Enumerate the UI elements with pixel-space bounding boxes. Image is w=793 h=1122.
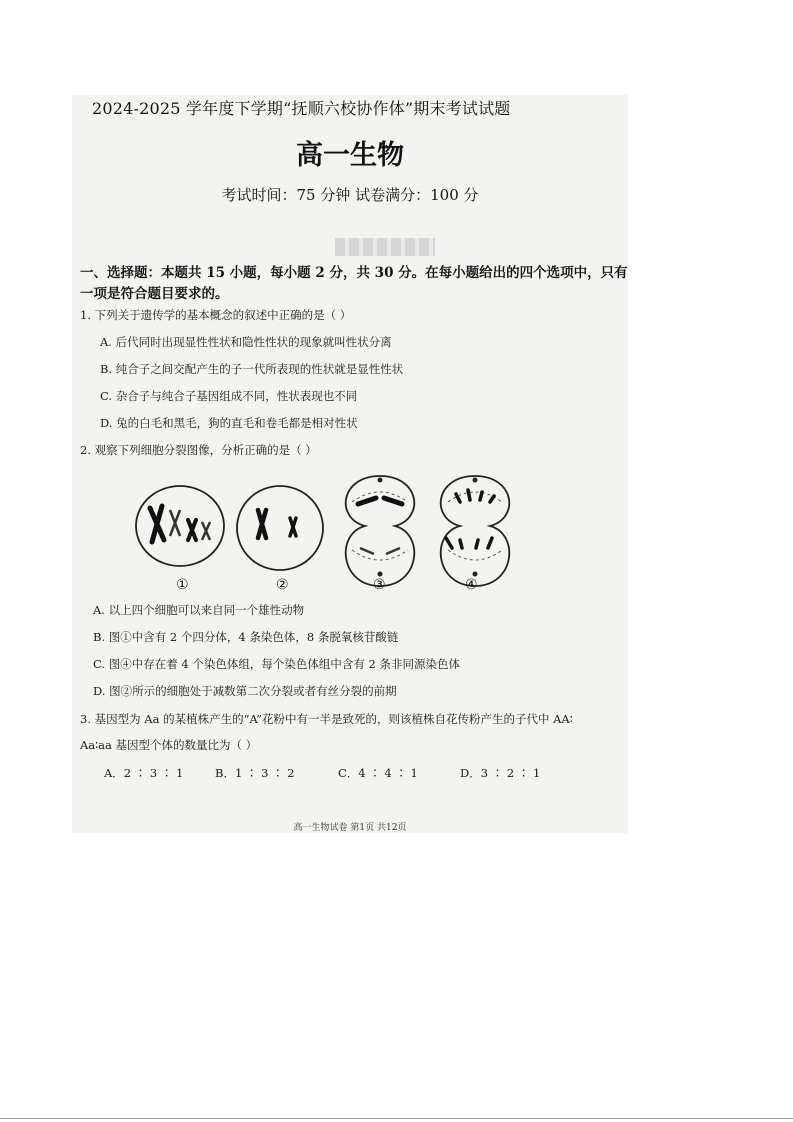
question-3-stem-line1: 3. 基因型为 Aa 的某植株产生的“A”花粉中有一半是致死的，则该植株自花传粉产生的子代中 AA∶ bbox=[80, 712, 573, 726]
question-1-option-a: A. 后代同时出现显性性状和隐性性状的现象就叫性状分离 bbox=[100, 335, 392, 349]
page-title: 高一生物 bbox=[296, 140, 404, 171]
section-heading-line2: 一项是符合题目要求的。 bbox=[80, 286, 229, 302]
question-1-stem: 1. 下列关于遗传学的基本概念的叙述中正确的是（ ） bbox=[80, 308, 352, 322]
exam-meta: 考试时间：75 分钟 试卷满分：100 分 bbox=[221, 186, 479, 204]
question-2-option-a: A. 以上四个细胞可以来自同一个雄性动物 bbox=[93, 603, 305, 617]
exam-header: 2024-2025 学年度下学期“抚顺六校协作体”期末考试试题 bbox=[92, 99, 511, 118]
figure-label-2: ② bbox=[276, 577, 289, 593]
cell-3-diagram bbox=[346, 476, 415, 586]
cell-1-diagram bbox=[136, 486, 224, 566]
question-3-stem-line2: Aa∶aa 基因型个体的数量比为（ ） bbox=[80, 738, 258, 752]
question-3-option-a: A．2 ∶ 3 ∶ 1 bbox=[104, 766, 184, 780]
bottom-divider bbox=[0, 1118, 793, 1119]
question-2-option-c: C. 图④中存在着 4 个染色体组，每个染色体组中含有 2 条非同源染色体 bbox=[93, 657, 460, 671]
redacted-area bbox=[335, 238, 435, 256]
question-2-option-d: D. 图②所示的细胞处于减数第二次分裂或者有丝分裂的前期 bbox=[93, 684, 397, 698]
question-3-option-b: B．1 ∶ 3 ∶ 2 bbox=[215, 766, 295, 780]
page-footer: 高一生物试卷 第1页 共12页 bbox=[293, 823, 407, 833]
figure-label-3: ③ bbox=[373, 577, 386, 593]
question-2-stem: 2. 观察下列细胞分裂图像，分析正确的是（ ） bbox=[80, 443, 317, 457]
question-3-option-c: C．4 ∶ 4 ∶ 1 bbox=[338, 766, 418, 780]
figure-label-4: ④ bbox=[465, 577, 478, 593]
question-1-option-b: B. 纯合子之间交配产生的子一代所表现的性状就是显性性状 bbox=[100, 362, 404, 376]
question-1-option-c: C. 杂合子与纯合子基因组成不同，性状表现也不同 bbox=[100, 389, 358, 403]
cell-4-diagram bbox=[441, 476, 510, 586]
figure-label-1: ① bbox=[176, 577, 189, 593]
cell-2-diagram bbox=[237, 486, 323, 570]
question-1-option-d: D. 兔的白毛和黑毛，狗的直毛和卷毛都是相对性状 bbox=[100, 416, 358, 430]
section-heading-line1: 一、选择题：本题共 15 小题，每小题 2 分，共 30 分。在每小题给出的四个选项中，只有 bbox=[80, 265, 628, 281]
question-2-option-b: B. 图①中含有 2 个四分体，4 条染色体，8 条脱氧核苷酸链 bbox=[93, 630, 399, 644]
question-3-option-d: D．3 ∶ 2 ∶ 1 bbox=[460, 766, 541, 780]
